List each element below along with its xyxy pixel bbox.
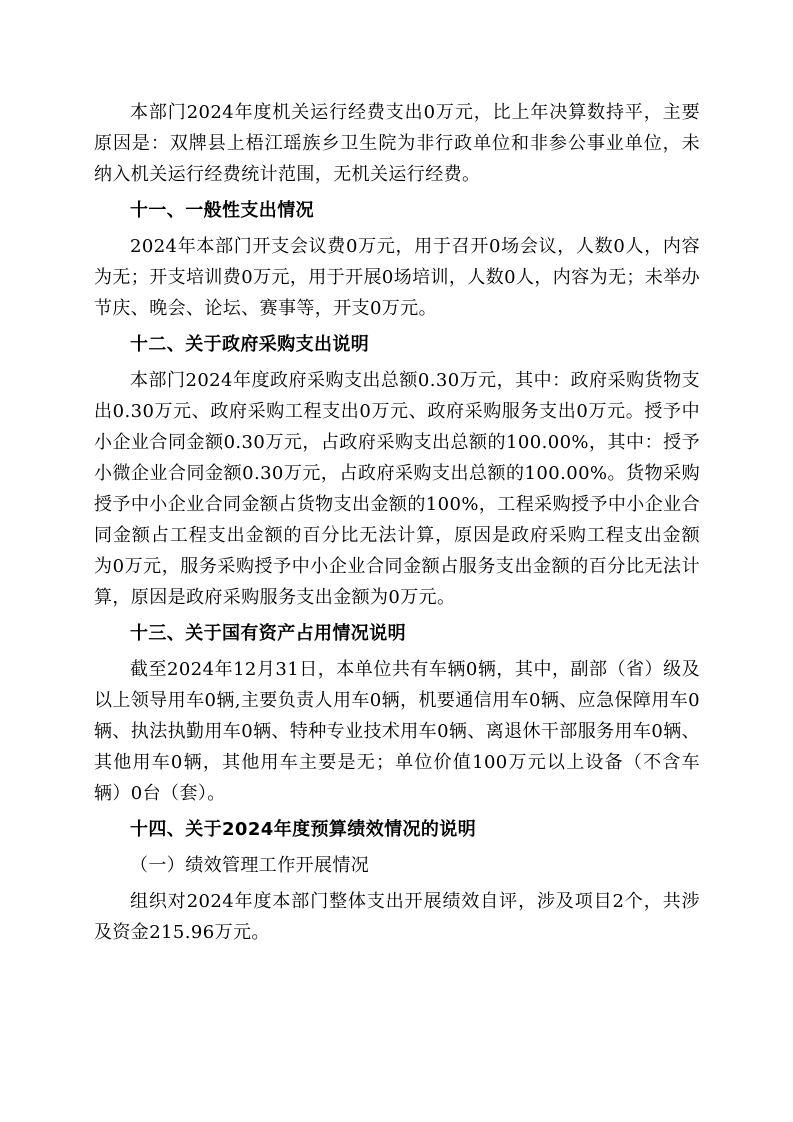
subheading-performance-management: （一）绩效管理工作开展情况 (130, 855, 370, 876)
section-heading-state-assets: 十三、关于国有资产占用情况说明 (130, 623, 406, 644)
section-heading-general-expenditure: 十一、一般性支出情况 (130, 200, 314, 221)
paragraph-general-expenditure: 2024年本部门开支会议费0万元，用于召开0场会议，人数0人，内容为无；开支培训费0万元，用于开展0场培训，人数0人，内容为无；未举办节庆、晚会、论坛、赛事等，开支0万元。 (94, 236, 700, 319)
document-page (94, 97, 700, 953)
section-heading-performance: 十四、关于2024年度预算绩效情况的说明 (130, 819, 477, 840)
paragraph-procurement: 本部门2024年度政府采购支出总额0.30万元，其中：政府采购货物支出0.30万元、政府采购工程支出0万元、政府采购服务支出0万元。授予中小企业合同金额0.30万元，占政府采购支出总额的100.00%，其中：授予小微企业合同金额0.30万元，占政府采购支出总额的100.00%。货物采购授予中小企业合同金额占货物支出金额的100%，工程采购授予中小企业合同金额占工程支出金额的百分比无法计算，原因是政府采购工程支出金额为0万元，服务采购授予中小企业合同金额占服务支出金额的百分比无法计算，原因是政府采购服务支出金额为0万元。 (94, 370, 700, 608)
paragraph-state-assets: 截至2024年12月31日，本单位共有车辆0辆，其中，副部（省）级及以上领导用车0辆,主要负责人用车0辆，机要通信用车0辆、应急保障用车0辆、执法执勤用车0辆、特种专业技术用车0辆、离退休干部服务用车0辆、其他用车0辆，其他用车主要是无；单位价值100万元以上设备（不含车辆）0台（套）。 (94, 659, 700, 804)
paragraph-operating-expenses: 本部门2024年度机关运行经费支出0万元，比上年决算数持平，主要原因是：双牌县上梧江瑶族乡卫生院为非行政单位和非参公事业单位，未纳入机关运行经费统计范围，无机关运行经费。 (94, 102, 700, 185)
paragraph-performance-evaluation: 组织对2024年度本部门整体支出开展绩效自评，涉及项目2个，共涉及资金215.96万元。 (94, 891, 700, 943)
section-heading-procurement: 十二、关于政府采购支出说明 (130, 334, 370, 355)
